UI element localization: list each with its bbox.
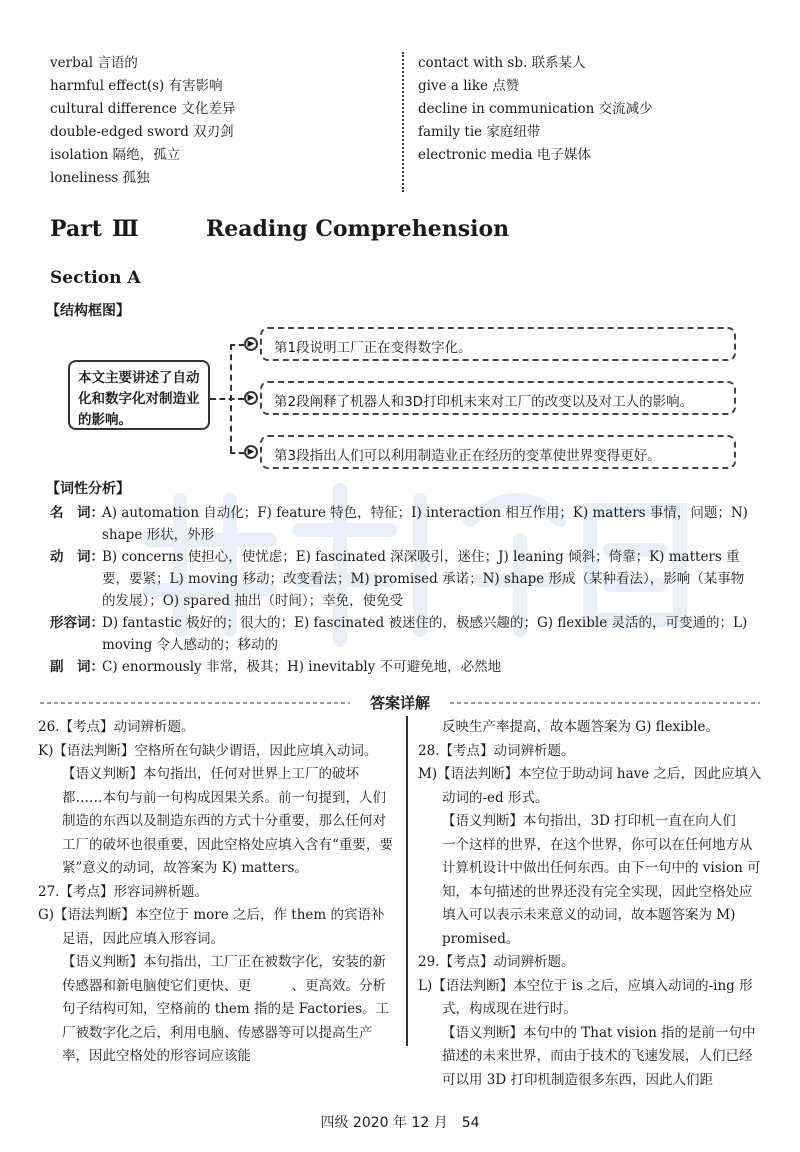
vocab-item: harmful effect(s) 有害影响: [50, 78, 223, 94]
vocab-item: give a like 点赞: [418, 78, 520, 94]
question-heading: 27.【考点】形容词辨析题。: [38, 883, 208, 900]
arrow-right-icon: ▶: [244, 391, 258, 405]
grammar-note: L)【语法判断】本空位于 is 之后，应填入动词的-ing 形式，构成现在进行时。: [418, 977, 753, 1017]
connector-horizontal: [210, 398, 244, 400]
structure-heading: 【结构框图】: [46, 303, 130, 319]
word-analysis: [50, 502, 750, 678]
semantic-note: 【语义判断】本句中的 That vision 指的是前一句中描述的未来世界，而由于技术的飞速发展，人们已经可以用 3D 打印机制造很多东西，因此人们距: [442, 1024, 756, 1088]
vocab-item: verbal 言语的: [50, 55, 138, 71]
vocab-item: cultural difference 文化差异: [50, 101, 236, 117]
answers-right-column: [418, 716, 777, 1092]
page-footer: 四级 2020 年 12 月 54: [320, 1115, 480, 1131]
arrow-right-icon: ▶: [244, 337, 258, 351]
connector-top: [230, 344, 244, 346]
arrow-right-icon: ▶: [244, 445, 258, 459]
paragraph-box-1: 第1段说明工厂正在变得数字化。: [260, 327, 736, 361]
summary-box: 本文主要讲述了自动化和数字化对制造业的影响。: [68, 360, 210, 430]
semantic-note: 【语义判断】本句指出，3D 打印机一直在向人们 一个这样的世界，在这个世界，你可以在任何地方从计算机设计中做出任何东西。由下一句中的 vision 可知，本句描述的世界还没有完全实现，因此空格处应填入可以表示未来意义的动词，故本题答案为 M) promised。: [442, 813, 777, 947]
paragraph-box-3: 第3段指出人们可以利用制造业正在经历的变革使世界变得更好。: [260, 435, 736, 469]
word-class-row: [50, 656, 750, 678]
part-word: Part: [50, 216, 102, 242]
vocab-left-column: [50, 52, 380, 190]
vocab-item: family tie 家庭纽带: [418, 124, 541, 140]
vocab-right-column: [418, 52, 748, 167]
connector-bottom: [230, 452, 244, 454]
grammar-note: G)【语法判断】本空位于 more 之后，作 them 的宾语补足语，因此应填入形容词。: [38, 907, 385, 947]
semantic-note: 【语义判断】本句指出，工厂正在被数字化，安装的新传感器和新电脑使它们更快、更 、更高效。分析句子结构可知，空格前的 them 指的是 Factories。工厂被数字化之后，利用电脑、传感器等可以提高生产率，因此空格处的形容词应该能: [62, 954, 390, 1064]
part-title: Reading Comprehension: [206, 216, 510, 242]
section-title: Section A: [50, 268, 141, 288]
word-class-label: 动 词：: [50, 549, 104, 565]
vocab-divider: [402, 52, 404, 192]
vocab-item: double-edged sword 双刃剑: [50, 124, 234, 140]
word-class-text: B) concerns 使担心，使忧虑；E) fascinated 深深吸引，迷住；J) leaning 倾斜；倚靠；K) matters 重要，要紧；L) moving 移动；改变看法；M) promised 承诺；N) shape 形成（某种看法），影响（某事物的发展）；O) spared 抽出（时间）；幸免，使免受: [102, 549, 745, 609]
question-heading: 29.【考点】动词辨析题。: [418, 954, 575, 970]
word-class-row: [50, 502, 750, 546]
vocab-item: isolation 隔绝，孤立: [50, 147, 181, 163]
word-analysis-heading: 【词性分析】: [46, 481, 130, 497]
word-class-label: 名 词：: [50, 505, 104, 521]
part-label: [50, 216, 139, 242]
word-class-text: A) automation 自动化；F) feature 特色，特征；I) interaction 相互作用；K) matters 事情，问题；N) shape 形状，外形: [102, 505, 748, 543]
answers-left-column: [38, 716, 394, 1069]
question-heading: 26.【考点】动词辨析题。: [38, 719, 195, 735]
vocab-item: contact with sb. 联系某人: [418, 55, 586, 71]
grammar-note: M)【语法判断】本空位于助动词 have 之后，因此应填入动词的-ed 形式。: [418, 766, 762, 806]
column-divider: [406, 716, 408, 1046]
question-heading: 28.【考点】动词辨析题。: [418, 742, 575, 759]
semantic-note-continued: 反映生产率提高，故本题答案为 G) flexible。: [442, 719, 720, 735]
part-numeral: Ⅲ: [111, 216, 139, 242]
word-class-label: 副 词：: [50, 659, 104, 675]
vocab-item: electronic media 电子媒体: [418, 147, 591, 163]
word-class-row: [50, 546, 750, 612]
vocab-item: decline in communication 交流减少: [418, 101, 653, 117]
grammar-note: K)【语法判断】空格所在句缺少谓语，因此应填入动词。: [38, 742, 378, 759]
word-class-label: 形容词：: [50, 615, 104, 631]
word-class-text: C) enormously 非常，极其；H) inevitably 不可避免地，必然地: [102, 659, 502, 675]
word-class-row: [50, 612, 750, 656]
paragraph-box-2: 第2段阐释了机器人和3D打印机未来对工厂的改变以及对工人的影响。: [260, 381, 736, 415]
vocab-item: loneliness 孤独: [50, 170, 150, 186]
semantic-note: 【语义判断】本句指出，任何对世界上工厂的破坏都……本句与前一句构成因果关系。前一句提到，人们制造的东西以及制造东西的方式十分重要，那么任何对工厂的破坏也很重要，因此空格处应填入含有“重要，要紧”意义的动词，故答案为 K) matters。: [62, 766, 393, 876]
word-class-text: D) fantastic 极好的；很大的；E) fascinated 被迷住的，极感兴趣的；G) flexible 灵活的，可变通的；L) moving 令人感动的；移动的: [102, 615, 748, 653]
answers-title: 答案详解: [369, 694, 430, 712]
